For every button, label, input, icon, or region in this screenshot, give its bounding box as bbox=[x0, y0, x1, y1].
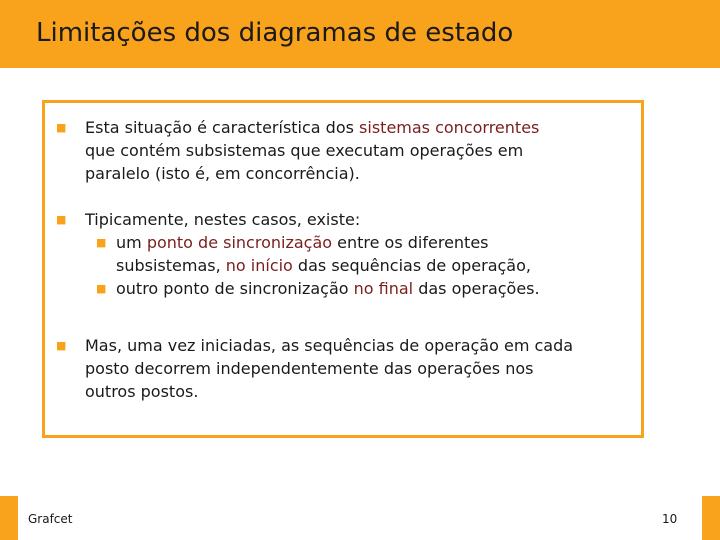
page-number: 10 bbox=[662, 512, 678, 526]
sub-bullet-line bbox=[116, 231, 540, 254]
text-run: paralelo (isto é, em concorrência). bbox=[85, 164, 360, 183]
bullet-line bbox=[85, 162, 539, 185]
highlight-text: sistemas concorrentes bbox=[359, 118, 540, 137]
text-run: que contém subsistemas que executam operações em bbox=[85, 141, 524, 160]
text-run: outro ponto de sincronização bbox=[116, 279, 354, 298]
footer-bar bbox=[0, 496, 720, 540]
bullet-item-1 bbox=[56, 116, 540, 185]
bullet-square-icon: ■ bbox=[56, 121, 67, 134]
text-run: das operações. bbox=[413, 279, 540, 298]
bullet-line bbox=[85, 139, 539, 162]
highlight-text: no início bbox=[225, 256, 293, 275]
text-run: posto decorrem independentemente das operações nos bbox=[85, 359, 534, 378]
bullet-line bbox=[85, 334, 573, 357]
bullet-line bbox=[85, 116, 539, 139]
text-run: subsistemas, bbox=[116, 256, 226, 275]
sub-bullet-square-icon: ■ bbox=[96, 282, 107, 295]
highlight-text: ponto de sincronização bbox=[146, 233, 333, 252]
bullet-item-2 bbox=[56, 208, 540, 300]
bullet-line bbox=[85, 208, 509, 231]
bullet-line bbox=[85, 380, 573, 403]
highlight-text: no final bbox=[353, 279, 414, 298]
sub-bullet-line bbox=[116, 277, 540, 300]
text-run: das sequências de operação, bbox=[292, 256, 531, 275]
text-run: entre os diferentes bbox=[332, 233, 489, 252]
text-run: um bbox=[116, 233, 147, 252]
text-run: outros postos. bbox=[85, 382, 199, 401]
bullet-square-icon: ■ bbox=[56, 339, 67, 352]
footer-label: Grafcet bbox=[28, 512, 73, 526]
slide-title: Limitações dos diagramas de estado bbox=[36, 18, 514, 48]
sub-bullet-line bbox=[116, 254, 540, 277]
bullet-item-3 bbox=[56, 334, 574, 403]
bullet-line bbox=[85, 357, 573, 380]
bullet-square-icon: ■ bbox=[56, 213, 67, 226]
text-run: Tipicamente, nestes casos, existe: bbox=[85, 210, 361, 229]
footer-panel bbox=[18, 496, 702, 540]
text-run: Esta situação é característica dos bbox=[85, 118, 360, 137]
sub-bullet-square-icon: ■ bbox=[96, 236, 107, 249]
text-run: Mas, uma vez iniciadas, as sequências de operação em cada bbox=[85, 336, 574, 355]
